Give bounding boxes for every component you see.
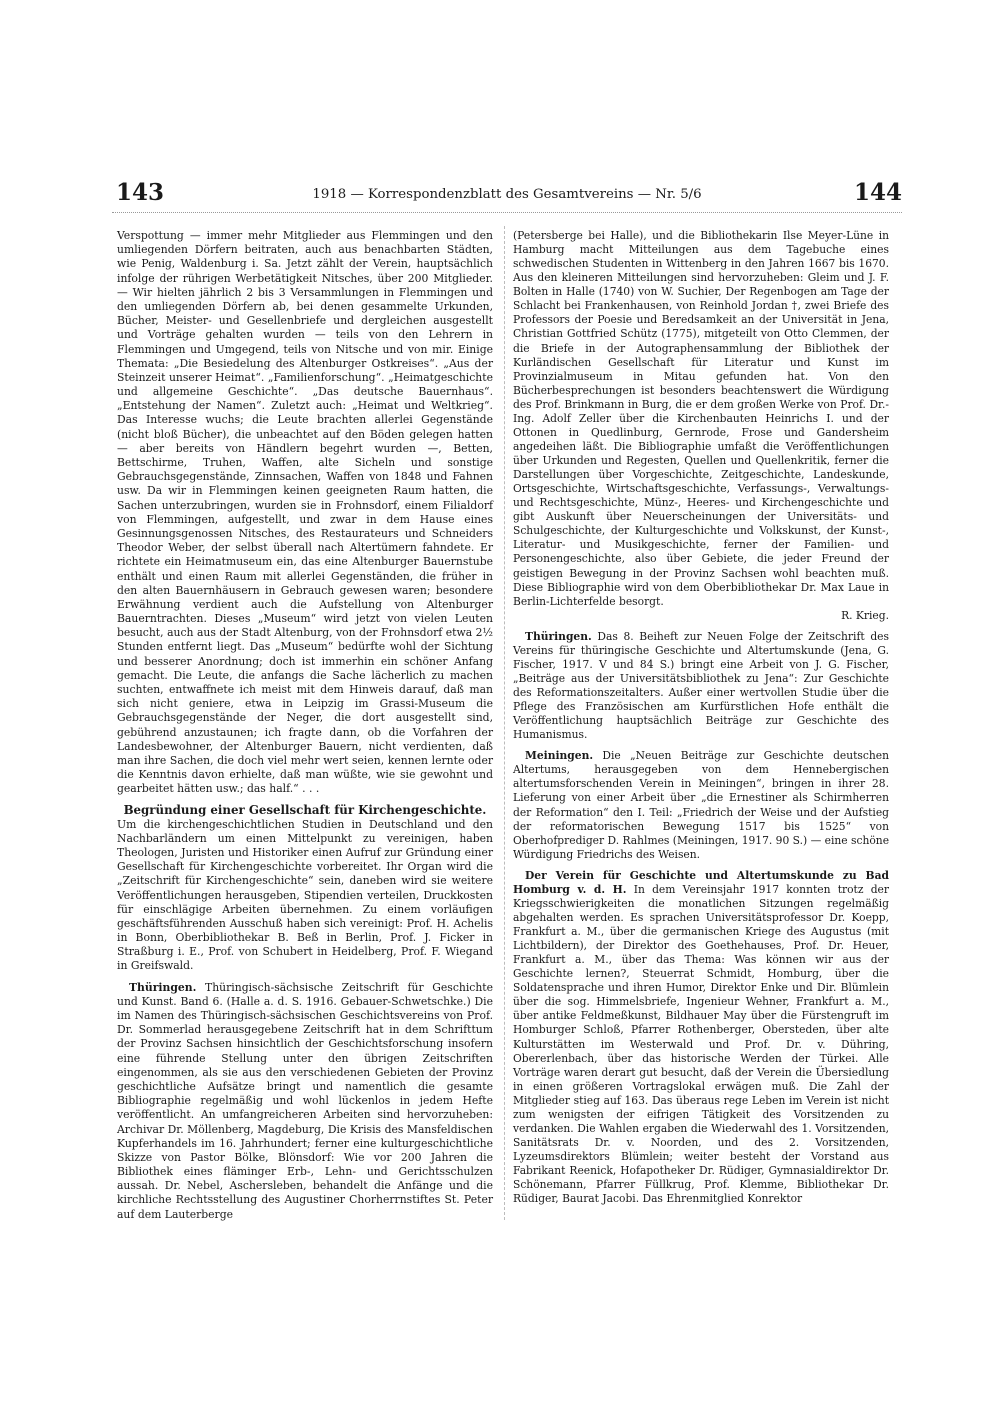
section-heading-kirchengeschichte: Begründung einer Gesellschaft für Kirchengeschichte. <box>123 802 487 817</box>
column-divider <box>504 226 505 1220</box>
page-number-left: 143 <box>116 179 165 206</box>
right-paragraph-3 <box>513 749 889 862</box>
right-paragraph-4-text: In dem Vereinsjahr 1917 konnten trotz der Kriegsschwierigkeiten die monatlichen Sitzungen regelmäßig abgehalten werden. Es sprachen Universitätsprofessor Dr. Koepp, Frankfurt a. M., über die germanischen Kriege des Augustus (mit Lichtbildern), der Direktor des Goethehauses, Prof. Dr. Heuer, Frankfurt a. M., über das Thema: Was können wir aus der Geschichte lernen?, Steuerrat Schmidt, Homburg, über die Soldatensprache und ihren Humor, Direktor Enke und Dir. Blümlein über die sog. Himmelsbriefe, Ingenieur Wehner, Frankfurt a. M., über antike Feldmeßkunst, Bildhauer May über die Fürstengruft im Homburger Schloß, Pfarrer Rothenberger, Obersteden, über alte Kulturstätten im Westerwald und Prof. Dr. v. Dühring, Obererlenbach, über das historische Werden der Türkei. Alle Vorträge waren derart gut besucht, daß der Verein die Übersiedlung in einen größeren Vortragslokal erwägen muß. Die Zahl der Mitglieder stieg auf 163. Das überaus rege Leben im Verein ist nicht zum wenigsten der eifrigen Tätigkeit des Vorsitzenden zu verdanken. Die Wahlen ergaben die Wiederwahl des 1. Vorsitzenden, Sanitätsrats Dr. v. Noorden, und des 2. Vorsitzenden, Lyzeumsdirektors Blümlein; weiter besteht der Vorstand aus Fabrikant Reenick, Hofapotheker Dr. Rüdiger, Gymnasialdirektor Dr. Schönemann, Pfarrer Füllkrug, Prof. Klemme, Bibliothekar Dr. Rüdiger, Baurat Jacobi. Das Ehrenmitglied Konrektor <box>513 882 889 1206</box>
left-paragraph-3-lead: Thüringen. <box>129 980 197 994</box>
page-header <box>112 178 902 212</box>
right-paragraph-3-lead: Meiningen. <box>525 749 594 763</box>
left-paragraph-1: Verspottung — immer mehr Mitglieder aus Flemmingen und den umliegenden Dörfern beitraten, auch aus benachbarten Städten, wie Penig, Waldenburg i. Sa. Jetzt zählt der Verein, hauptsächlich infolge der rührigen Werbetätigkeit Nitsches, über 200 Mitglieder. — Wir hielten jährlich 2 bis 3 Versammlungen in Flemmingen und den umliegenden Dörfern ab, bei denen gesammelte Urkunden, Bücher, Meister- und Gesellenbriefe und dergleichen ausgestellt und Vorträge gehalten wurden — teils von den Lehrern in Flemmingen und Umgegend, teils von Nitsche und von mir. Einige Themata: „Die Besiedelung des Altenburger Ostkreises“. „Aus der Steinzeit unserer Heimat“. „Familienforschung“. „Heimatgeschichte und allgemeine Geschichte“. „Das deutsche Bauernhaus“. „Entstehung der Namen“. Zuletzt auch: „Heimat und Weltkrieg“. Das Interesse wuchs; die Leute brachten allerlei Gegenstände (nicht bloß Bücher), die unbeachtet auf den Böden gelegen hatten — aber bereits von Händlern begehrt wurden —, Betten, Bettschirme, Truhen, Waffen, alte Sicheln und sonstige Gebrauchsgegenstände, Zinnsachen, Waffen von 1848 und Fahnen usw. Da wir in Flemmingen keinen geeigneten Raum hatten, die Sachen unterzubringen, wurden sie in Frohnsdorf, einem Filialdorf von Flemmingen, aufgestellt, und zwar in dem Hause eines Gesinnungsgenossen Nitsches, des Restaurateurs und Schneiders Theodor Weber, der selbst überall nach Altertümern fahndete. Er richtete ein Heimatmuseum ein, das eine Altenburger Bauernstube enthält und einen Raum mit allerlei Gegenständen, die früher in den alten Bauernhäusern in Gebrauch gewesen waren; besondere Erwähnung verdient auch die Aufstellung von Altenburger Bauerntrachten. Dieses „Museum“ wird jetzt von vielen Leuten besucht, auch aus der Stadt Altenburg, von der Frohnsdorf etwa 2½ Stunden entfernt liegt. Das „Museum“ bedürfte wohl der Sichtung und besserer Anordnung; doch ist immerhin ein schöner Anfang gemacht. Die Leute, die anfangs die Sache lächerlich zu machen suchten, entwaffnete ich meist mit dem Hinweis darauf, daß man sich nicht geniere, etwa in Leipzig im Grassi-Museum die Gebrauchsgegenstände der Neger, die dort ausgestellt sind, gebührend anzustaunen; ich fragte dann, ob die Vorfahren der Landesbewohner, der Altenburger Bauern, nicht verdienten, daß man ihre Sachen, die doch viel mehr wert seien, kennen lernte oder die Kenntnis davon erhielte, daß man wüßte, wie sie gewohnt und gearbeitet hätten usw.; das half.“ . . . <box>117 229 493 796</box>
left-paragraph-3-text: Thüringisch-sächsische Zeitschrift für Geschichte und Kunst. Band 6. (Halle a. d. S. 1916. Gebauer-Schwetschke.) Die im Namen des Thüringisch-sächsischen Geschichtsvereins von Prof. Dr. Sommerlad herausgegebene Zeitschrift hat in dem Schrifttum der Provinz Sachsen hinsichtlich der Geschichtsforschung insofern eine führende Stellung unter den übrigen Zeitschriften eingenommen, als sie aus den verschiedenen Gebieten der Provinz geschichtliche Aufsätze bringt und namentlich die gesamte Bibliographie regelmäßig und wohl lückenlos in jedem Hefte veröffentlicht. An umfangreicheren Arbeiten sind hervorzuheben: Archivar Dr. Möllenberg, Magdeburg, Die Krisis des Mansfeldischen Kupferhandels im 16. Jahrhundert; ferner eine kulturgeschichtliche Skizze von Pastor Bölke, Blönsdorf: Wie vor 200 Jahren die Bibliothek eines fläminger Erb-, Lehn- und Gerichtsschulzen aussah. Dr. Nebel, Aschersleben, behandelt die Anfänge und die kirchliche Rechtsstellung des Augustiner Chorherrnstiftes St. Peter auf dem Lauterberge <box>117 980 493 1221</box>
right-paragraph-3-text: Die „Neuen Beiträge zur Geschichte deutschen Altertums, herausgegeben von dem Hennebergischen altertumsforschenden Verein in Meiningen“, bringen in ihrer 28. Lieferung von einer Arbeit über „die Ernestiner als Schirmherren der Reformation“ den I. Teil: „Friedrich der Weise und der Aufstieg der reformatorischen Bewegung 1517 bis 1525“ von Oberhofprediger D. Rahlmes (Meiningen, 1917. 90 S.) — eine schöne Würdigung Friedrichs des Weisen. <box>513 749 890 861</box>
right-paragraph-2-lead: Thüringen. <box>525 629 592 643</box>
left-paragraph-2: Um die kirchengeschichtlichen Studien in Deutschland und den Nachbarländern um einen Mittelpunkt zu vereinigen, haben Theologen, Juristen und Historiker einen Aufruf zur Gründung einer Gesellschaft für Kirchengeschichte vorbereitet. Ihr Organ wird die „Zeitschrift für Kirchengeschichte“ sein, daneben wird sie weitere Veröffentlichungen herausgeben, Stipendien verteilen, Druckkosten für einschlägige Arbeiten übernehmen. Zu einem vorläufigen geschäftsführenden Ausschuß haben sich vereinigt: Prof. H. Achelis in Bonn, Oberbibliothekar B. Beß in Berlin, Prof. J. Ficker in Straßburg i. E., Prof. von Schubert in Heidelberg, Prof. F. Wiegand in Greifswald. <box>117 817 493 973</box>
right-paragraph-2-text: Das 8. Beiheft zur Neuen Folge der Zeitschrift des Vereins für thüringische Geschichte und Altertumskunde (Jena, G. Fischer, 1917. V und 84 S.) bringt eine Arbeit von J. G. Fischer, „Beiträge aus der Universitätsbibliothek zu Jena“: Zur Geschichte des Reformationszeitalters. Außer einer wertvollen Studie über die Pflege des Französischen am Kurfürstlichen Hofe enthält die Veröffentlichung hauptsächlich Beiträge zur Geschichte des Humanismus. <box>513 629 889 742</box>
right-paragraph-1: (Petersberge bei Halle), und die Bibliothekarin Ilse Meyer-Lüne in Hamburg macht Mitteilungen aus dem Tagebuche eines schwedischen Studenten in Wittenberg in den Jahren 1667 bis 1670. Aus den kleineren Mitteilungen sind hervorzuheben: Gleim und J. F. Bolten in Halle (1740) von W. Suchier, Der Regenbogen am Tage der Schlacht bei Frankenhausen, von Reinhold Jordan †, zwei Briefe des Professors der Poesie und Beredsamkeit an der Universität in Jena, Christian Gottfried Schütz (1775), mitgeteilt von Otto Clemmen, der die Briefe in der Autographensammlung der Bibliothek der Kurländischen Gesellschaft für Literatur und Kunst im Provinzialmuseum in Mitau gefunden hat. Von den Bücherbesprechungen ist besonders beachtenswert die Würdigung des Prof. Brinkmann in Burg, die er dem großen Werke von Prof. Dr.-Ing. Adolf Zeller über die Kirchenbauten Heinrichs I. und der Ottonen in Quedlinburg, Gernrode, Frose und Gandersheim angedeihen läßt. Die Bibliographie umfaßt die Veröffentlichungen über Urkunden und Regesten, Quellen und Quellenkritik, ferner die Darstellungen über Vorgeschichte, Zeitgeschichte, Landeskunde, Ortsgeschichte, Wirtschaftsgeschichte, Verfassungs-, Verwaltungs- und Rechtsgeschichte, Münz-, Heeres- und Kirchengeschichte und gibt Auskunft über Neuerscheinungen der Universitäts- und Schulgeschichte, der Kulturgeschichte und Volkskunst, der Kunst-, Literatur- und Musikgeschichte, ferner der Familien- und Personengeschichte, also über Gebiete, die jeder Freund der geistigen Bewegung in der Provinz Sachsen wohl beachten muß. Diese Bibliographie wird von dem Oberbibliothekar Dr. Max Laue in Berlin-Lichterfelde besorgt. <box>513 229 889 608</box>
left-paragraph-3 <box>117 981 493 1222</box>
page-number-right: 144 <box>853 179 902 206</box>
signature-krieg: R. Krieg. <box>841 608 889 622</box>
right-paragraph-2 <box>513 630 889 743</box>
header-rule <box>112 212 902 213</box>
right-paragraph-4-lead: Der Verein für Geschichte und Altertumskunde zu Bad Homburg v. d. H. <box>513 868 889 896</box>
left-column <box>117 229 493 1222</box>
right-paragraph-4 <box>513 869 889 1207</box>
running-title: 1918 — Korrespondenzblatt des Gesamtvereins — Nr. 5/6 <box>312 187 702 202</box>
right-column <box>513 229 889 1206</box>
